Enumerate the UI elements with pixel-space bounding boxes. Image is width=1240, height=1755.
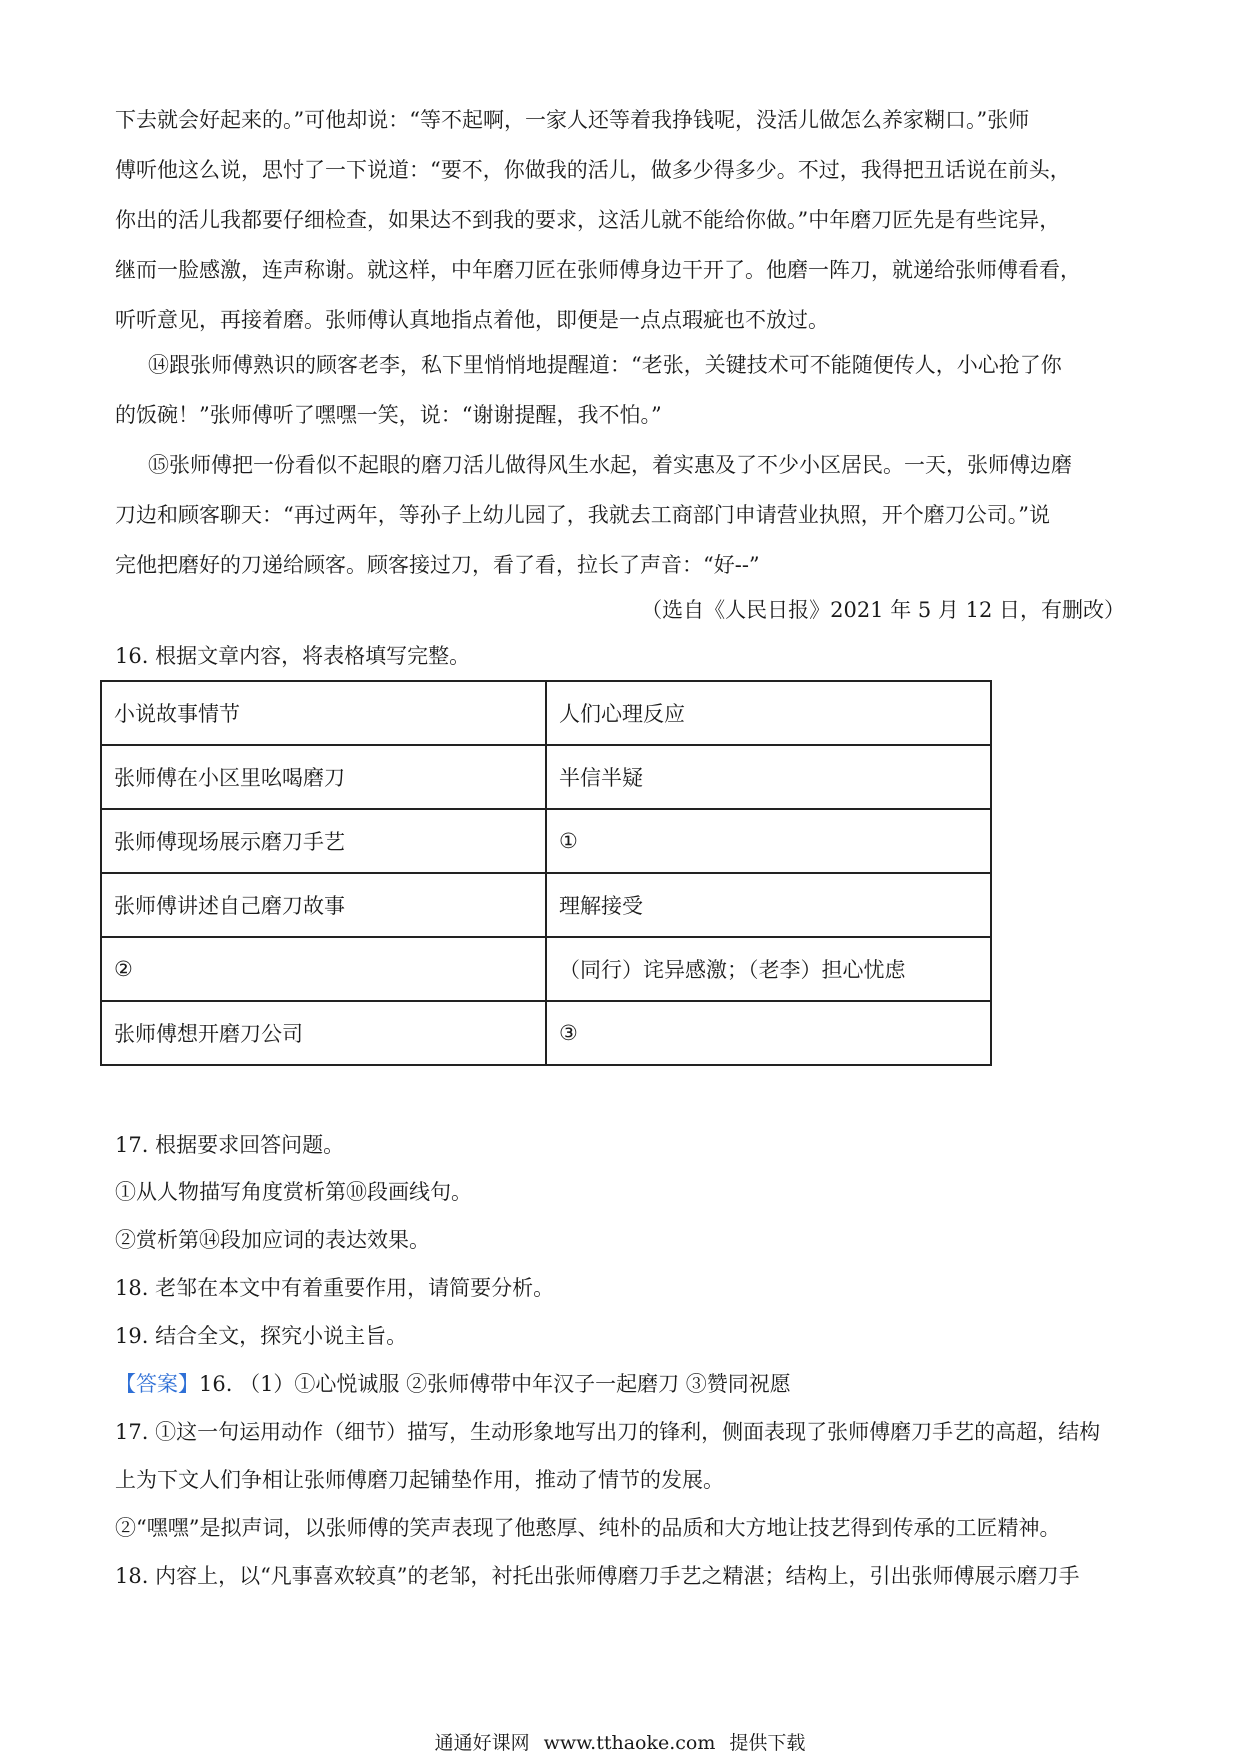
table-row — [101, 1001, 991, 1065]
footer-url[interactable]: www.tthaoke.com — [543, 1732, 716, 1754]
answer-16 — [115, 1364, 791, 1404]
text-line: 继而一脸感激，连声称谢。就这样，中年磨刀匠在张师傅身边干开了。他磨一阵刀，就递给张师傅看看， — [115, 258, 1081, 282]
paragraph-15 — [115, 440, 1128, 590]
question-17-part-b: ②赏析第⑭段加应词的表达效果。 — [115, 1228, 430, 1252]
table-row — [101, 745, 991, 809]
text-line: ⑭跟张师傅熟识的顾客老李，私下里悄悄地提醒道：“老张，关键技术可不能随便传人，小心抢了你 — [148, 353, 1062, 377]
table-row — [101, 873, 991, 937]
text-line: 听听意见，再接着磨。张师傅认真地指点着他，即便是一点点瑕疵也不放过。 — [115, 308, 829, 332]
answer-16-text: 16. （1）①心悦诚服 ②张师傅带中年汉子一起磨刀 ③赞同祝愿 — [199, 1372, 791, 1396]
text-line: ⑮张师傅把一份看似不起眼的磨刀活儿做得风生水起，着实惠及了不少小区居民。一天，张师傅边磨 — [148, 453, 1072, 477]
question-16-prompt: 16. 根据文章内容，将表格填写完整。 — [115, 644, 471, 668]
table-header-row — [101, 681, 991, 745]
answer-17-line-2: 上为下文人们争相让张师傅磨刀起铺垫作用，推动了情节的发展。 — [115, 1468, 724, 1492]
footer-tail: 提供下载 — [729, 1732, 806, 1754]
source-citation: （选自《人民日报》2021 年 5 月 12 日，有删改） — [641, 598, 1125, 622]
paragraph-14 — [115, 340, 1128, 440]
table-cell: 理解接受 — [546, 873, 991, 937]
text-line: 完他把磨好的刀递给顾客。顾客接过刀，看了看，拉长了声音：“好--” — [115, 553, 760, 577]
question-18-prompt: 18. 老邹在本文中有着重要作用，请简要分析。 — [115, 1276, 555, 1300]
question-17-part-a: ①从人物描写角度赏析第⑩段画线句。 — [115, 1180, 472, 1204]
table-cell: 张师傅讲述自己磨刀故事 — [101, 873, 546, 937]
table-cell: 半信半疑 — [546, 745, 991, 809]
answer-17-line-1: 17. ①这一句运用动作（细节）描写，生动形象地写出刀的锋利，侧面表现了张师傅磨刀手艺的高超，结构 — [115, 1420, 1101, 1444]
table-cell: 小说故事情节 — [101, 681, 546, 745]
answer-17-line-3: ②“嘿嘿”是拟声词，以张师傅的笑声表现了他憨厚、纯朴的品质和大方地让技艺得到传承的工匠精神。 — [115, 1516, 1061, 1540]
table-row — [101, 937, 991, 1001]
table-cell: 张师傅现场展示磨刀手艺 — [101, 809, 546, 873]
answer-18: 18. 内容上，以“凡事喜欢较真”的老邹，衬托出张师傅磨刀手艺之精湛；结构上，引出张师傅展示磨刀手 — [115, 1564, 1080, 1588]
text-line: 的饭碗！”张师傅听了嘿嘿一笑，说：“谢谢提醒，我不怕。” — [115, 403, 662, 427]
table-cell: ② — [101, 937, 546, 1001]
question-19-prompt: 19. 结合全文，探究小说主旨。 — [115, 1324, 408, 1348]
page-footer — [0, 1728, 1240, 1755]
table-cell: ③ — [546, 1001, 991, 1065]
table-cell: （同行）诧异感激；（老李）担心忧虑 — [546, 937, 991, 1001]
footer-site-name: 通通好课网 — [434, 1732, 530, 1754]
table-cell: 人们心理反应 — [546, 681, 991, 745]
plot-table — [100, 680, 992, 1066]
paragraph-continued — [115, 95, 1125, 345]
answer-tag: 【答案】 — [115, 1372, 199, 1396]
question-17-prompt: 17. 根据要求回答问题。 — [115, 1133, 345, 1157]
table-row — [101, 809, 991, 873]
text-line: 你出的活儿我都要仔细检查，如果达不到我的要求，这活儿就不能给你做。”中年磨刀匠先是有些诧异， — [115, 208, 1061, 232]
text-line: 傅听他这么说，思忖了一下说道：“要不，你做我的活儿，做多少得多少。不过，我得把丑话说在前头， — [115, 158, 1071, 182]
table-cell: 张师傅在小区里吆喝磨刀 — [101, 745, 546, 809]
table-cell: ① — [546, 809, 991, 873]
table-cell: 张师傅想开磨刀公司 — [101, 1001, 546, 1065]
text-line: 下去就会好起来的。”可他却说：“等不起啊，一家人还等着我挣钱呢，没活儿做怎么养家糊口。”张师 — [115, 108, 1030, 132]
text-line: 刀边和顾客聊天：“再过两年，等孙子上幼儿园了，我就去工商部门申请营业执照，开个磨刀公司。”说 — [115, 503, 1050, 527]
